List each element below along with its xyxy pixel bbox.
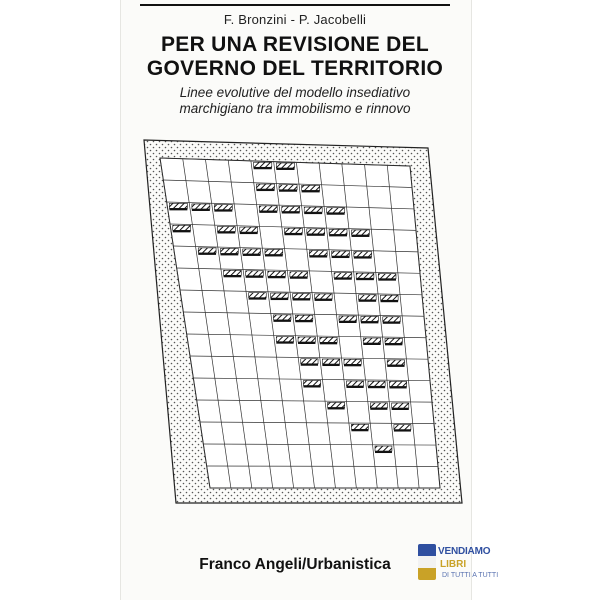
badge-line-3: DI TUTTI A TUTTI — [442, 572, 499, 579]
title-line-1: PER UNA REVISIONE DEL — [160, 33, 430, 56]
title-line-2: GOVERNO DEL TERRITORIO — [146, 57, 444, 80]
top-rule — [140, 4, 450, 6]
authors: F. Bronzini - P. Jacobelli — [223, 12, 367, 27]
flag-icon — [418, 544, 436, 580]
badge-line-1: VENDIAMO — [438, 546, 491, 557]
subtitle-line-1: Linee evolutive del modello insediativo — [179, 85, 411, 100]
seller-badge — [418, 540, 504, 594]
badge-line-2: LIBRI — [440, 559, 467, 570]
perspective-grid-map-icon — [140, 128, 465, 504]
publisher-series: Franco Angeli/Urbanistica — [199, 556, 391, 573]
subtitle-line-2: marchigiano tra immobilismo e rinnovo — [179, 101, 411, 116]
